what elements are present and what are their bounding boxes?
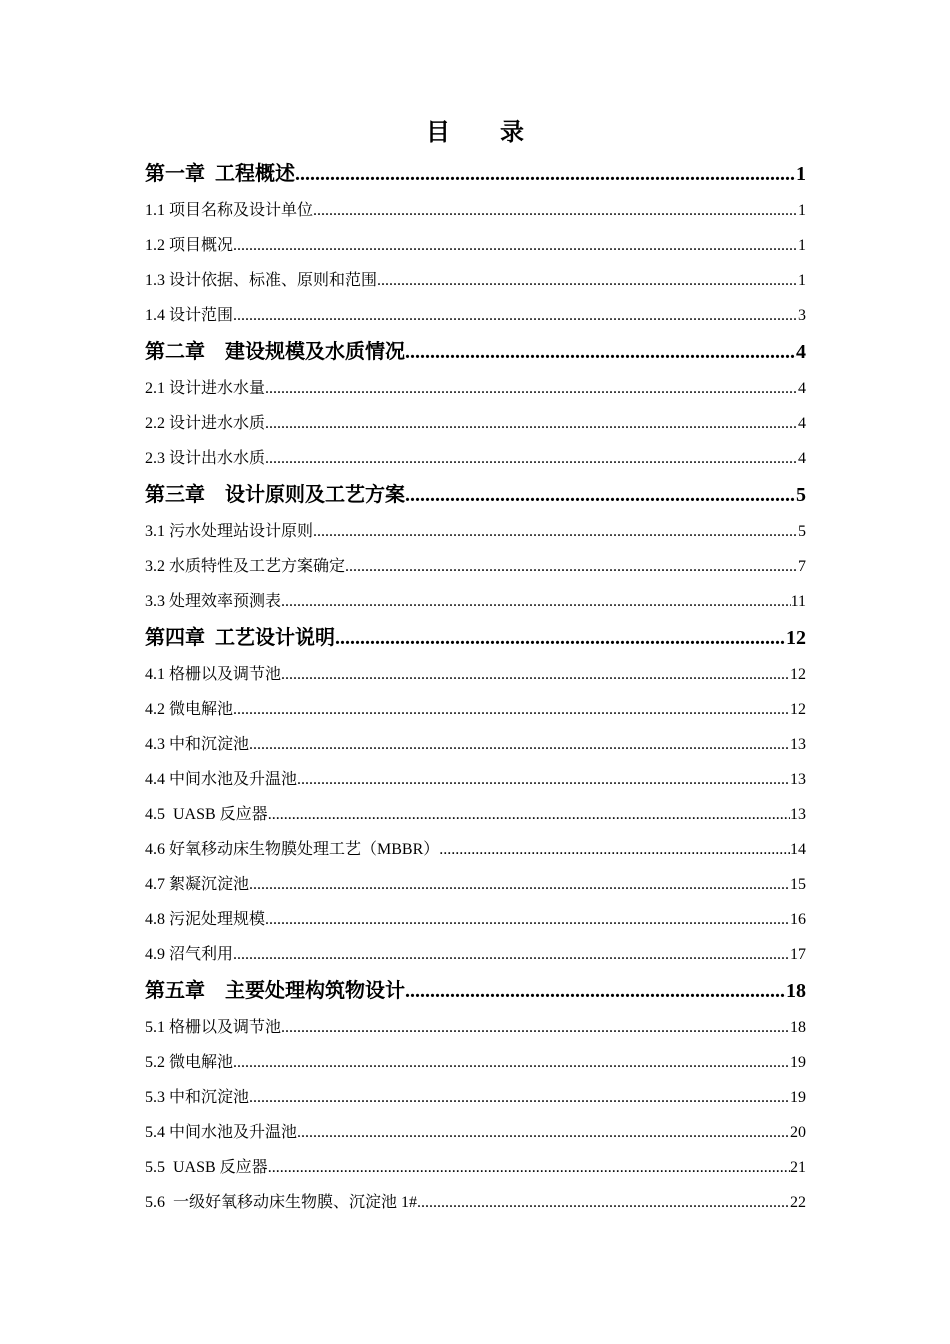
toc-page-number: 14 — [790, 841, 806, 858]
toc-section-entry[interactable] — [145, 584, 806, 619]
toc-dot-leader — [233, 298, 798, 333]
toc-dot-leader — [233, 228, 798, 263]
toc-dot-leader — [297, 762, 790, 797]
toc-entry-label: 2.1 设计进水水量 — [145, 380, 266, 397]
toc-section-entry[interactable] — [145, 228, 806, 263]
toc-entry-label: 4.3 中和沉淀池 — [145, 736, 250, 753]
toc-entry-label: 第三章 设计原则及工艺方案 — [145, 484, 405, 506]
toc-entry-label: 4.9 沼气利用 — [145, 946, 234, 963]
toc-page-number: 19 — [790, 1089, 806, 1106]
toc-entry-label: 5.2 微电解池 — [145, 1054, 234, 1071]
toc-page-number: 18 — [786, 980, 806, 1002]
toc-chapter-entry[interactable] — [145, 619, 806, 657]
toc-entry-label: 4.7 絮凝沉淀池 — [145, 876, 250, 893]
toc-section-entry[interactable] — [145, 263, 806, 298]
toc-dot-leader — [295, 155, 796, 193]
toc-entry-label: 4.8 污泥处理规模 — [145, 911, 266, 928]
toc-entry-label: 1.1 项目名称及设计单位 — [145, 202, 314, 219]
toc-dot-leader — [377, 263, 798, 298]
table-of-contents — [145, 155, 806, 1220]
toc-dot-leader — [313, 193, 798, 228]
toc-page-number: 21 — [790, 1159, 806, 1176]
toc-dot-leader — [268, 797, 790, 832]
toc-section-entry[interactable] — [145, 867, 806, 902]
toc-entry-label: 4.5 UASB 反应器 — [145, 806, 268, 823]
toc-page-number: 12 — [790, 666, 806, 683]
toc-entry-label: 3.2 水质特性及工艺方案确定 — [145, 558, 346, 575]
toc-page-number: 5 — [796, 484, 806, 506]
toc-dot-leader — [265, 371, 798, 406]
toc-page-number: 19 — [790, 1054, 806, 1071]
toc-entry-label: 1.4 设计范围 — [145, 307, 234, 324]
toc-section-entry[interactable] — [145, 371, 806, 406]
toc-dot-leader — [335, 619, 786, 657]
toc-entry-label: 2.3 设计出水水质 — [145, 450, 266, 467]
toc-dot-leader — [405, 476, 796, 514]
toc-page-number: 13 — [790, 771, 806, 788]
toc-section-entry[interactable] — [145, 797, 806, 832]
toc-dot-leader — [281, 584, 791, 619]
toc-section-entry[interactable] — [145, 657, 806, 692]
toc-entry-label: 3.3 处理效率预测表 — [145, 593, 282, 610]
toc-dot-leader — [439, 832, 790, 867]
toc-entry-label: 3.1 污水处理站设计原则 — [145, 523, 314, 540]
toc-dot-leader — [268, 1150, 790, 1185]
toc-entry-label: 5.3 中和沉淀池 — [145, 1089, 250, 1106]
toc-entry-label: 第二章 建设规模及水质情况 — [145, 341, 405, 363]
toc-section-entry[interactable] — [145, 1010, 806, 1045]
toc-entry-label: 4.6 好氧移动床生物膜处理工艺（MBBR） — [145, 841, 440, 858]
toc-section-entry[interactable] — [145, 193, 806, 228]
toc-dot-leader — [233, 1045, 790, 1080]
toc-entry-label: 5.5 UASB 反应器 — [145, 1159, 268, 1176]
toc-section-entry[interactable] — [145, 1150, 806, 1185]
toc-section-entry[interactable] — [145, 1080, 806, 1115]
toc-dot-leader — [281, 657, 790, 692]
toc-section-entry[interactable] — [145, 937, 806, 972]
toc-entry-label: 1.2 项目概况 — [145, 237, 234, 254]
toc-entry-label: 4.4 中间水池及升温池 — [145, 771, 298, 788]
toc-page-number: 5 — [798, 523, 806, 540]
toc-section-entry[interactable] — [145, 1045, 806, 1080]
toc-chapter-entry[interactable] — [145, 155, 806, 193]
toc-section-entry[interactable] — [145, 406, 806, 441]
toc-page-number: 4 — [798, 450, 806, 467]
toc-dot-leader — [249, 727, 790, 762]
toc-chapter-entry[interactable] — [145, 476, 806, 514]
toc-page-number: 1 — [798, 202, 806, 219]
toc-page-number: 3 — [798, 307, 806, 324]
toc-page-number: 22 — [790, 1194, 806, 1211]
toc-entry-label: 第五章 主要处理构筑物设计 — [145, 980, 405, 1002]
toc-section-entry[interactable] — [145, 298, 806, 333]
toc-entry-label: 第四章 工艺设计说明 — [145, 627, 335, 649]
toc-dot-leader — [265, 406, 798, 441]
toc-section-entry[interactable] — [145, 832, 806, 867]
toc-page-number: 16 — [790, 911, 806, 928]
toc-dot-leader — [417, 1185, 790, 1220]
toc-page-number: 4 — [798, 415, 806, 432]
toc-section-entry[interactable] — [145, 514, 806, 549]
toc-section-entry[interactable] — [145, 902, 806, 937]
toc-entry-label: 4.2 微电解池 — [145, 701, 234, 718]
toc-entry-label: 1.3 设计依据、标准、原则和范围 — [145, 272, 378, 289]
toc-dot-leader — [265, 441, 798, 476]
toc-page-number: 1 — [798, 272, 806, 289]
toc-entry-label: 5.4 中间水池及升温池 — [145, 1124, 298, 1141]
toc-page-number: 4 — [798, 380, 806, 397]
toc-dot-leader — [297, 1115, 790, 1150]
toc-section-entry[interactable] — [145, 727, 806, 762]
toc-page-number: 15 — [790, 876, 806, 893]
toc-entry-label: 4.1 格栅以及调节池 — [145, 666, 282, 683]
toc-dot-leader — [345, 549, 798, 584]
toc-page-number: 12 — [790, 701, 806, 718]
toc-page-number: 11 — [790, 593, 806, 610]
toc-dot-leader — [249, 867, 790, 902]
toc-section-entry[interactable] — [145, 692, 806, 727]
toc-section-entry[interactable] — [145, 762, 806, 797]
toc-chapter-entry[interactable] — [145, 333, 806, 371]
toc-page-number: 1 — [798, 237, 806, 254]
toc-dot-leader — [249, 1080, 790, 1115]
toc-dot-leader — [405, 972, 786, 1010]
toc-page-number: 20 — [790, 1124, 806, 1141]
toc-page-number: 13 — [790, 736, 806, 753]
toc-page-number: 12 — [786, 627, 806, 649]
toc-dot-leader — [233, 692, 790, 727]
toc-dot-leader — [313, 514, 798, 549]
toc-page-number: 18 — [790, 1019, 806, 1036]
toc-section-entry[interactable] — [145, 1185, 806, 1220]
toc-dot-leader — [405, 333, 796, 371]
toc-section-entry[interactable] — [145, 1115, 806, 1150]
toc-section-entry[interactable] — [145, 549, 806, 584]
toc-page-number: 1 — [796, 163, 806, 185]
toc-entry-label: 2.2 设计进水水质 — [145, 415, 266, 432]
toc-title: 目 录 — [426, 120, 546, 146]
toc-section-entry[interactable] — [145, 441, 806, 476]
toc-dot-leader — [281, 1010, 790, 1045]
toc-page-number: 4 — [796, 341, 806, 363]
toc-entry-label: 5.6 一级好氧移动床生物膜、沉淀池 1# — [145, 1194, 418, 1211]
toc-dot-leader — [265, 902, 790, 937]
toc-page-number: 7 — [798, 558, 806, 575]
toc-chapter-entry[interactable] — [145, 972, 806, 1010]
toc-entry-label: 5.1 格栅以及调节池 — [145, 1019, 282, 1036]
toc-page-number: 13 — [790, 806, 806, 823]
toc-page-number: 17 — [790, 946, 806, 963]
toc-entry-label: 第一章 工程概述 — [145, 163, 295, 185]
toc-dot-leader — [233, 937, 790, 972]
